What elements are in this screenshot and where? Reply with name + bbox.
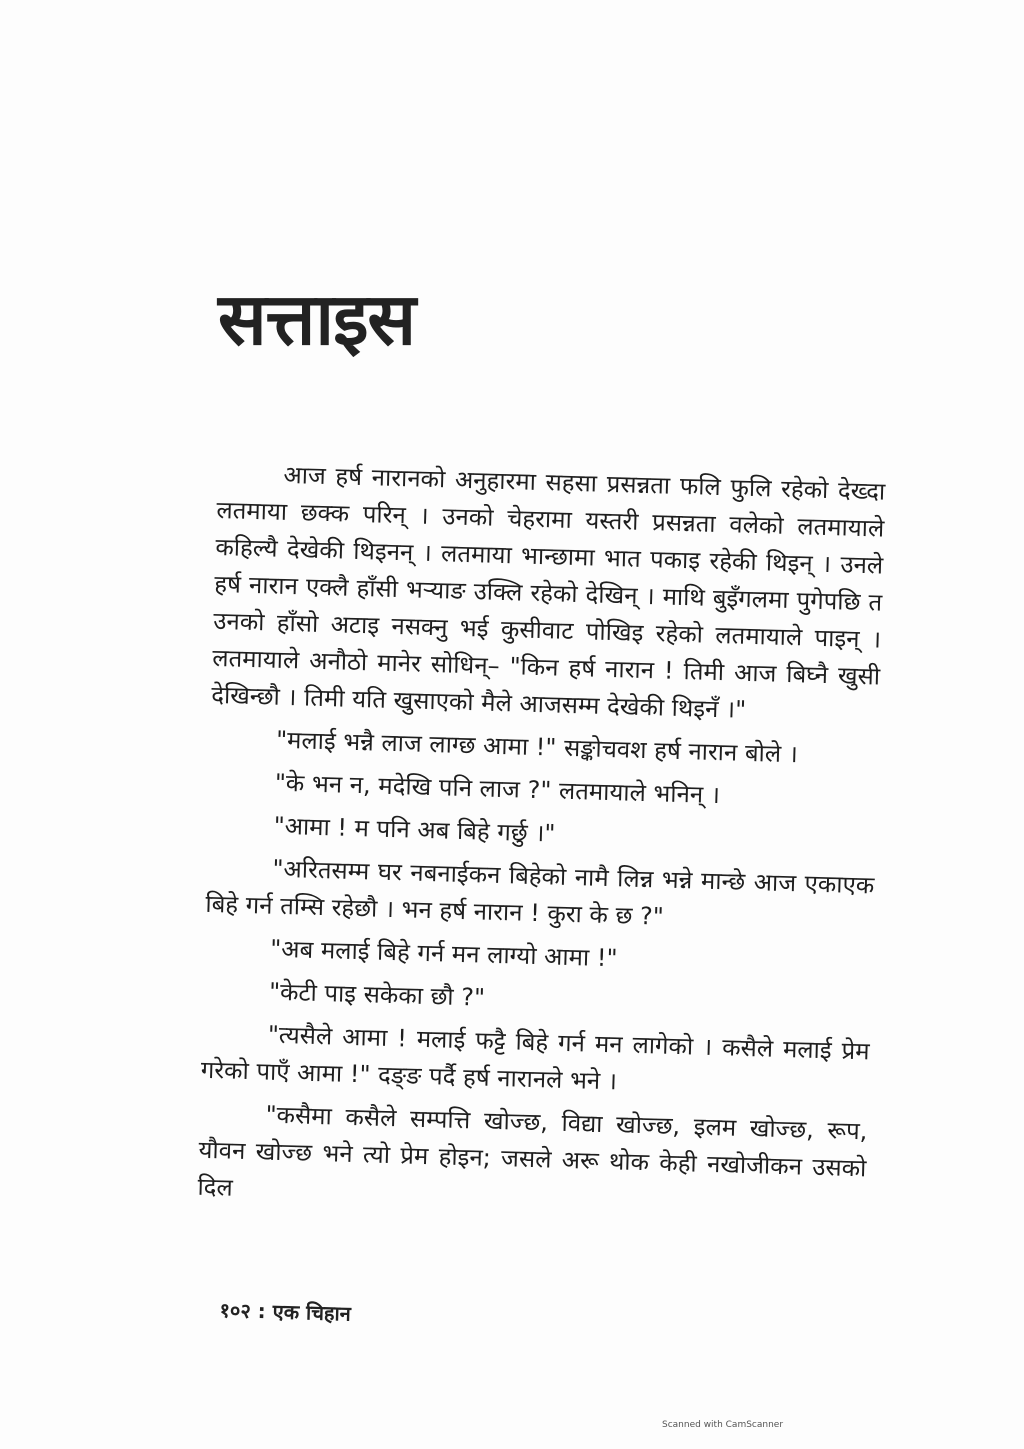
scanner-watermark: Scanned with CamScanner	[662, 1420, 784, 1430]
paragraph: "अरितसम्म घर नबनाईकन बिहेको नामै लिन्न भन्ने मान्छे आज एकाएक बिहे गर्न तम्सि रहेछौ । भन हर्ष नारान ! कुरा के छ ?"	[205, 854, 875, 931]
paragraph: "कसैमा कसैले सम्पत्ति खोज्छ, विद्या खोज्छ, इलम खोज्छ, रूप, यौवन खोज्छ भने त्यो प्रेम होइन; जसले अरू थोक केही नखोजीकन उसको दिल	[197, 1100, 868, 1202]
paragraph: "आमा ! म पनि अब बिहे गर्छु ।"	[273, 811, 556, 848]
paragraph: "अब मलाई बिहे गर्न मन लाग्यो आमा !"	[269, 934, 618, 973]
paragraph: आज हर्ष नारानको अनुहारमा सहसा प्रसन्नता फलि फुलि रहेको देख्दा लतमाया छक्क परिन् । उनको चेहरामा यस्तरी प्रसन्नता वलेको लतमायाले कहिल्यै देखेकी थिइनन् । लतमाया भान्छामा भात पकाइ रहेकी थिइन् । उनले हर्ष नारान एक्लै हाँसी भऱ्याङ उक्लि रहेको देखिन् । माथि बुइँगलमा पुगेपछि त उनको हाँसो अटाइ नसक्नु भई कुसीवाट पोखिइ रहेको लतमायाले पाइन् । लतमायाले अनौठो मानेर सोधिन्– "किन हर्ष नारान ! तिमी आज बिघ्नै खुसी देखिन्छौ । तिमी यति खुसाएको मैले आजसम्म देखेकी थिइनँ ।"	[210, 460, 886, 724]
paragraph: "त्यसैले आमा ! मलाई फट्टै बिहे गर्न मन लागेको । कसैले मलाई प्रेम गरेको पाएँ आमा !" दङ्ङ पर्दै हर्ष नारानले भने ।	[200, 1020, 870, 1096]
paragraph: "मलाई भन्नै लाज लाग्छ आमा !" सङ्कोचवश हर्ष नारान बोले ।	[275, 725, 799, 769]
chapter-title: सत्ताइस	[218, 277, 416, 361]
paragraph: "केटी पाइ सकेका छौ ?"	[268, 977, 486, 1012]
paragraph: "के भन न, मदेखि पनि लाज ?" लतमायाले भनिन् ।	[274, 768, 721, 810]
body-text	[197, 455, 886, 1224]
page-footer: १०२ : एक चिहान	[219, 1297, 352, 1326]
